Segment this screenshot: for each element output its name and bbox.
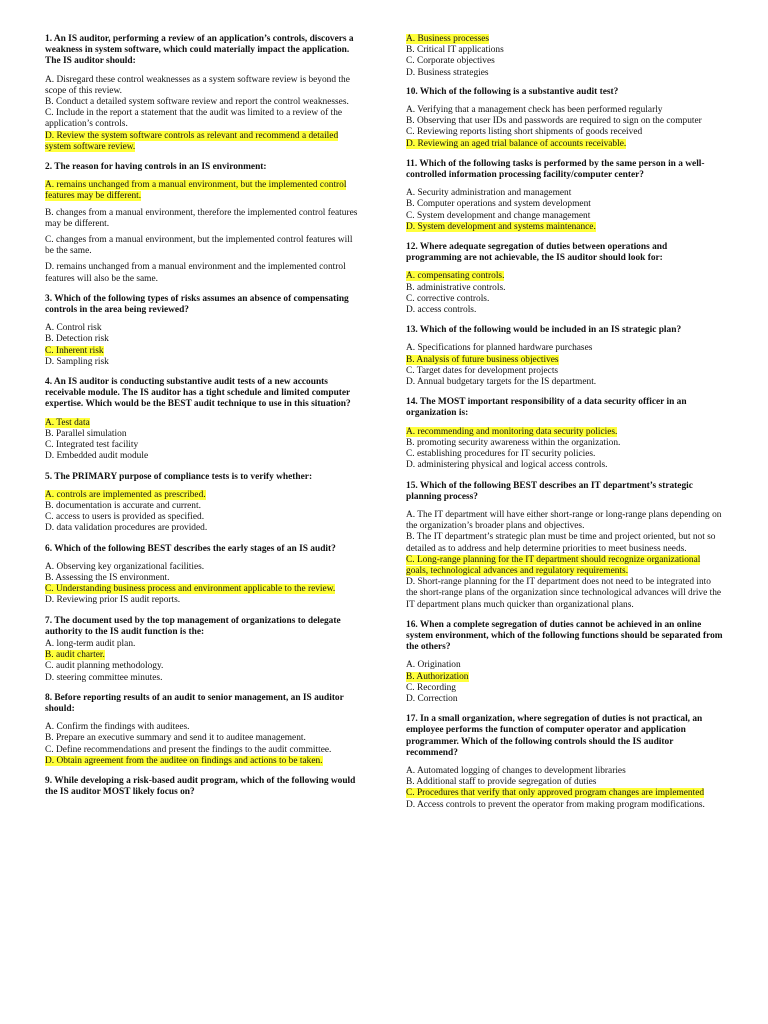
answer-options bbox=[45, 75, 363, 153]
question-block bbox=[406, 481, 724, 611]
question-stem: 5. The PRIMARY purpose of compliance tests is to verify whether: bbox=[45, 471, 313, 482]
answer-text: A. Specifications for planned hardware purchases bbox=[406, 343, 593, 354]
answer-text: C. Reviewing reports listing short shipments of goods received bbox=[406, 127, 643, 138]
highlighted-answer-text: B. Authorization bbox=[406, 671, 469, 682]
question-stem: 11. Which of the following tasks is performed by the same person in a well-controlled information processing facility/computer center? bbox=[406, 158, 705, 181]
question-stem: 7. The document used by the top management of organizations to delegate authority to the IS audit function is the: bbox=[45, 615, 341, 637]
answer-text: C. access to users is provided as specified. bbox=[45, 512, 205, 523]
answer-options bbox=[45, 639, 363, 684]
answer-option bbox=[406, 116, 724, 127]
answer-text: D. Short-range planning for the IT department does not need to be integrated into the short-range plans of the organization since technological advances will drive the IT department plans much quicker than organizational plans. bbox=[406, 577, 722, 610]
answer-option-correct bbox=[406, 355, 724, 366]
highlighted-answer-text: C. Procedures that verify that only approved program changes are implemented bbox=[406, 788, 705, 799]
question-block bbox=[406, 159, 724, 233]
answer-text: B. administrative controls. bbox=[406, 282, 506, 293]
question-block bbox=[406, 87, 724, 150]
answer-option-correct bbox=[45, 346, 363, 357]
question-block bbox=[45, 776, 363, 798]
answer-option bbox=[406, 660, 724, 671]
answer-text: B. Conduct a detailed system software review and report the control weaknesses. bbox=[45, 97, 349, 108]
answer-option-correct bbox=[45, 490, 363, 501]
answer-text: D. data validation procedures are provided. bbox=[45, 523, 208, 534]
question-block bbox=[406, 397, 724, 471]
answer-text: A. long-term audit plan. bbox=[45, 638, 136, 649]
question-block bbox=[45, 34, 363, 153]
answer-options bbox=[406, 271, 724, 316]
answer-text: B. promoting security awareness within the organization. bbox=[406, 437, 621, 448]
question-block bbox=[45, 162, 363, 285]
answer-option bbox=[45, 451, 363, 462]
answer-text: D. Reviewing prior IS audit reports. bbox=[45, 595, 181, 606]
question-stem: 8. Before reporting results of an audit to senior management, an IS auditor should: bbox=[45, 692, 344, 714]
answer-option bbox=[406, 45, 724, 56]
answer-options bbox=[45, 722, 363, 767]
answer-option bbox=[406, 377, 724, 388]
answer-option bbox=[45, 595, 363, 606]
answer-option bbox=[406, 105, 724, 116]
answer-options bbox=[406, 188, 724, 233]
question-stem: 6. Which of the following BEST describes the early stages of an IS audit? bbox=[45, 543, 336, 554]
answer-option bbox=[406, 438, 724, 449]
highlighted-answer-text: B. Analysis of future business objectives bbox=[406, 354, 559, 365]
answer-option-correct bbox=[406, 271, 724, 282]
question-block bbox=[45, 693, 363, 767]
answer-text: B. Computer operations and system development bbox=[406, 199, 591, 210]
answer-option bbox=[45, 722, 363, 733]
answer-option bbox=[406, 188, 724, 199]
answer-text: D. Correction bbox=[406, 693, 458, 704]
question-stem: 10. Which of the following is a substantive audit test? bbox=[406, 86, 619, 97]
answer-option bbox=[406, 127, 724, 138]
answer-text: C. Target dates for development projects bbox=[406, 365, 559, 376]
answer-text: A. Confirm the findings with auditees. bbox=[45, 722, 190, 733]
answer-text: A. Disregard these control weaknesses as a system software review is beyond the scope of this review. bbox=[45, 74, 350, 96]
answer-option bbox=[45, 440, 363, 451]
answer-option bbox=[406, 683, 724, 694]
highlighted-answer-text: A. controls are implemented as prescribed. bbox=[45, 489, 206, 500]
answer-text: C. Include in the report a statement that the audit was limited to a review of the application’s controls. bbox=[45, 108, 343, 130]
highlighted-answer-text: C. Inherent risk bbox=[45, 345, 104, 356]
answer-text: B. Prepare an executive summary and send it to auditee management. bbox=[45, 733, 306, 744]
answer-option bbox=[406, 800, 724, 811]
answer-text: D. Business strategies bbox=[406, 67, 489, 78]
answer-options bbox=[45, 418, 363, 463]
answer-text: D. Embedded audit module bbox=[45, 451, 149, 462]
answer-options bbox=[406, 766, 724, 811]
answer-options bbox=[45, 323, 363, 368]
question-stem: 15. Which of the following BEST describes an IT department’s strategic planning process? bbox=[406, 480, 693, 502]
highlighted-answer-text: D. Reviewing an aged trial balance of accounts receivable. bbox=[406, 138, 627, 149]
answer-option bbox=[45, 323, 363, 334]
question-stem: 12. Where adequate segregation of duties between operations and programming are not achievable, the IS auditor should look for: bbox=[406, 242, 668, 264]
answer-text: B. Additional staff to provide segregation of duties bbox=[406, 777, 597, 788]
answer-text: D. Annual budgetary targets for the IS department. bbox=[406, 377, 597, 388]
answer-options bbox=[45, 180, 363, 285]
answer-option-correct bbox=[406, 555, 724, 577]
answer-option bbox=[406, 68, 724, 79]
answer-option bbox=[406, 532, 724, 554]
highlighted-answer-text: A. Business processes bbox=[406, 34, 490, 44]
right-column bbox=[406, 34, 724, 820]
question-stem: 17. In a small organization, where segregation of duties is not practical, an employee performs the function of computer operator and application programmer. Which of the following controls should the IS auditor recommend? bbox=[406, 714, 703, 758]
answer-option bbox=[406, 460, 724, 471]
answer-option-correct bbox=[406, 222, 724, 233]
answer-option-correct bbox=[406, 672, 724, 683]
question-block bbox=[45, 616, 363, 684]
answer-text: C. changes from a manual environment, but the implemented control features will be the same. bbox=[45, 235, 353, 257]
question-stem: 16. When a complete segregation of duties cannot be achieved in an online system environment, which of the following functions should be separated from the others? bbox=[406, 619, 723, 653]
question-stem: 9. While developing a risk-based audit program, which of the following would the IS auditor MOST likely focus on? bbox=[45, 775, 356, 798]
answer-option bbox=[45, 235, 363, 257]
answer-text: B. Observing that user IDs and passwords are required to sign on the computer bbox=[406, 116, 702, 127]
answer-option bbox=[406, 366, 724, 377]
answer-option bbox=[45, 357, 363, 368]
answer-text: B. Parallel simulation bbox=[45, 428, 127, 439]
question-stem: 14. The MOST important responsibility of a data security officer in an organization is: bbox=[406, 397, 687, 419]
answer-text: C. Recording bbox=[406, 682, 456, 693]
question-block bbox=[45, 377, 363, 462]
highlighted-answer-text: D. Review the system software controls as relevant and recommend a detailed system software review. bbox=[45, 130, 339, 152]
answer-options bbox=[45, 562, 363, 607]
answer-option-correct bbox=[45, 180, 363, 202]
answer-option bbox=[45, 523, 363, 534]
answer-text: D. remains unchanged from a manual environment and the implemented control features will also be the same. bbox=[45, 262, 346, 284]
answer-text: C. corrective controls. bbox=[406, 293, 490, 304]
answer-text: D. administering physical and logical access controls. bbox=[406, 460, 608, 471]
answer-text: B. documentation is accurate and current. bbox=[45, 500, 201, 511]
answer-text: B. Critical IT applications bbox=[406, 45, 504, 56]
answer-option bbox=[45, 573, 363, 584]
answer-option-correct bbox=[45, 650, 363, 661]
answer-option bbox=[45, 75, 363, 97]
answer-option bbox=[45, 97, 363, 108]
answer-option bbox=[406, 777, 724, 788]
answer-option bbox=[406, 56, 724, 67]
answer-option bbox=[45, 262, 363, 284]
answer-option bbox=[406, 343, 724, 354]
answer-text: C. System development and change management bbox=[406, 210, 591, 221]
answer-text: C. Define recommendations and present the findings to the audit committee. bbox=[45, 744, 332, 755]
left-column bbox=[45, 34, 363, 807]
answer-options bbox=[45, 490, 363, 535]
answer-option bbox=[45, 501, 363, 512]
question-stem: 13. Which of the following would be included in an IS strategic plan? bbox=[406, 325, 682, 336]
highlighted-answer-text: D. Obtain agreement from the auditee on findings and actions to be taken. bbox=[45, 755, 323, 766]
answer-option bbox=[45, 661, 363, 672]
answer-option bbox=[406, 449, 724, 460]
answer-option bbox=[45, 334, 363, 345]
answer-option bbox=[406, 577, 724, 611]
question-stem: 2. The reason for having controls in an IS environment: bbox=[45, 162, 267, 173]
answer-option bbox=[406, 283, 724, 294]
answer-option bbox=[45, 108, 363, 130]
answer-text: A. Automated logging of changes to development libraries bbox=[406, 765, 626, 776]
answer-text: B. Detection risk bbox=[45, 334, 109, 345]
question-block bbox=[406, 242, 724, 316]
answer-text: D. Sampling risk bbox=[45, 356, 109, 367]
answer-text: B. The IT department’s strategic plan must be time and project oriented, but not so detailed as to address and help determine priorities to meet business needs. bbox=[406, 532, 716, 554]
question-block bbox=[45, 294, 363, 368]
answer-option bbox=[406, 305, 724, 316]
answer-options bbox=[406, 510, 724, 611]
question-block bbox=[45, 544, 363, 607]
highlighted-answer-text: A. compensating controls. bbox=[406, 271, 505, 282]
answer-text: D. steering committee minutes. bbox=[45, 672, 163, 683]
answer-text: A. Origination bbox=[406, 660, 461, 671]
answer-text: C. establishing procedures for IT security policies. bbox=[406, 449, 596, 460]
answer-text: B. changes from a manual environment, therefore the implemented control features may be different. bbox=[45, 207, 358, 229]
question-stem: 4. An IS auditor is conducting substantive audit tests of a new accounts receivable module. The IS auditor has a tight schedule and limited computer expertise. Which would be the BEST audit technique to use in this situation? bbox=[45, 377, 351, 410]
answer-option bbox=[406, 694, 724, 705]
answer-option bbox=[406, 199, 724, 210]
question-9-options bbox=[406, 34, 724, 79]
answer-text: B. Assessing the IS environment. bbox=[45, 572, 170, 583]
answer-option bbox=[45, 512, 363, 523]
answer-option bbox=[45, 733, 363, 744]
answer-option-correct bbox=[406, 139, 724, 150]
answer-option-correct bbox=[406, 34, 724, 45]
answer-options bbox=[406, 343, 724, 388]
question-stem: 3. Which of the following types of risks assumes an absence of compensating controls in the area being reviewed? bbox=[45, 293, 349, 316]
answer-text: C. audit planning methodology. bbox=[45, 661, 164, 672]
answer-option bbox=[45, 745, 363, 756]
highlighted-answer-text: C. Understanding business process and environment applicable to the review. bbox=[45, 584, 336, 595]
answer-text: A. Verifying that a management check has been performed regularly bbox=[406, 105, 663, 116]
question-block bbox=[406, 714, 724, 811]
highlighted-answer-text: C. Long-range planning for the IT department should recognize organizational goals, technological advances and regulatory requirements. bbox=[406, 554, 701, 576]
answer-text: A. The IT department will have either short-range or long-range plans depending on the organization’s broader plans and objectives. bbox=[406, 509, 722, 532]
question-block bbox=[45, 472, 363, 535]
answer-text: C. Integrated test facility bbox=[45, 440, 139, 451]
answer-text: A. Security administration and management bbox=[406, 188, 572, 199]
answer-option bbox=[45, 673, 363, 684]
answer-option-correct bbox=[406, 427, 724, 438]
answer-text: C. Corporate objectives bbox=[406, 56, 495, 67]
highlighted-answer-text: D. System development and systems maintenance. bbox=[406, 221, 596, 232]
highlighted-answer-text: B. audit charter. bbox=[45, 650, 105, 661]
answer-text: D. access controls. bbox=[406, 305, 477, 316]
question-block bbox=[406, 620, 724, 705]
answer-text: A. Control risk bbox=[45, 323, 102, 334]
answer-option-correct bbox=[45, 418, 363, 429]
answer-text: D. Access controls to prevent the operator from making program modifications. bbox=[406, 799, 705, 810]
answer-option bbox=[45, 562, 363, 573]
question-block bbox=[406, 325, 724, 388]
answer-option-correct bbox=[45, 756, 363, 767]
answer-option-correct bbox=[45, 131, 363, 153]
answer-option bbox=[406, 510, 724, 532]
answer-option-correct bbox=[406, 788, 724, 799]
answer-options bbox=[406, 660, 724, 705]
highlighted-answer-text: A. remains unchanged from a manual environment, but the implemented control features may be different. bbox=[45, 180, 347, 202]
highlighted-answer-text: A. Test data bbox=[45, 417, 90, 428]
answer-option bbox=[406, 766, 724, 777]
question-stem: 1. An IS auditor, performing a review of an application’s controls, discovers a weakness in system software, which could materially impact the application. The IS auditor should: bbox=[45, 34, 354, 67]
answer-option bbox=[45, 429, 363, 440]
answer-option-correct bbox=[45, 584, 363, 595]
answer-text: A. Observing key organizational facilities. bbox=[45, 561, 205, 572]
answer-option bbox=[45, 208, 363, 230]
highlighted-answer-text: A. recommending and monitoring data security policies. bbox=[406, 426, 618, 437]
answer-option bbox=[406, 294, 724, 305]
answer-options bbox=[406, 427, 724, 472]
answer-options bbox=[406, 105, 724, 150]
answer-option bbox=[45, 639, 363, 650]
answer-option bbox=[406, 211, 724, 222]
